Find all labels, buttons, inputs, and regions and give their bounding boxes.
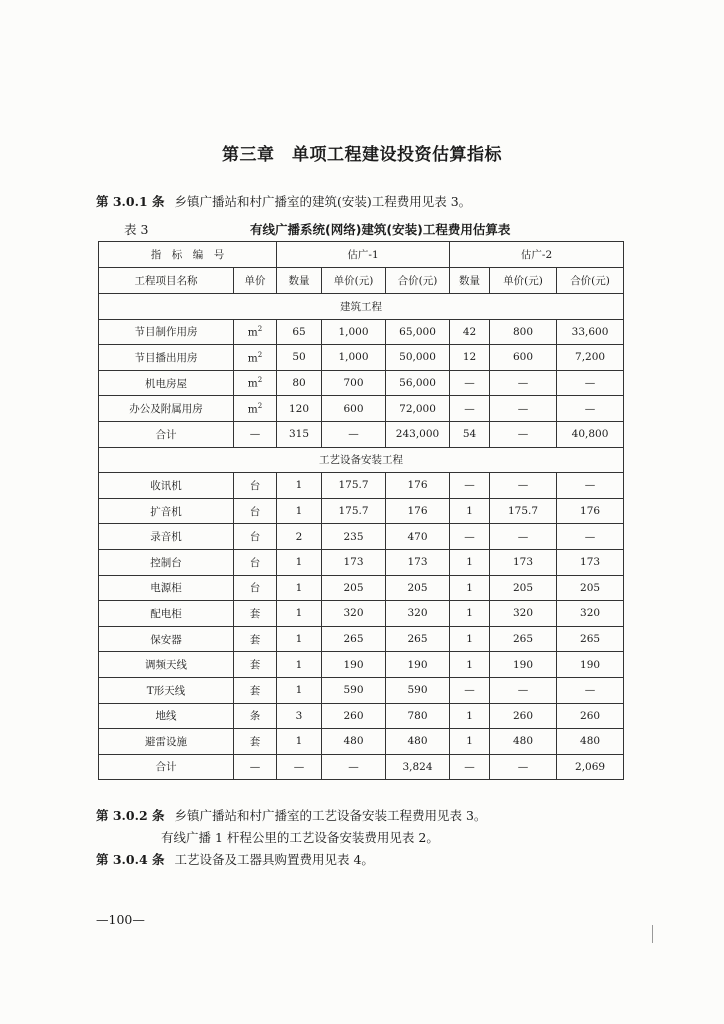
unit-cell: [234, 396, 277, 422]
value-cell-p1: 1,000: [322, 345, 386, 371]
value-cell-q1: 1: [277, 677, 322, 703]
value-cell-p1: —: [322, 754, 386, 780]
value-cell-q2: 12: [450, 345, 490, 371]
header-unit: 单价: [234, 268, 277, 294]
paragraph-text: 工艺设备及工器具购置费用见表 4。: [174, 852, 374, 867]
value-cell-t2: 205: [557, 575, 624, 601]
value-cell-p2: —: [490, 754, 557, 780]
unit-cell: [234, 370, 277, 396]
value-cell-q1: 65: [277, 319, 322, 345]
unit-cell: [234, 549, 277, 575]
value-cell-q2: 1: [450, 626, 490, 652]
value-cell-p1: 175.7: [322, 473, 386, 499]
value-cell-t2: —: [557, 473, 624, 499]
item-name-cell: 扩音机: [99, 498, 234, 524]
value-cell-t2: —: [557, 396, 624, 422]
value-cell-t2: 190: [557, 652, 624, 678]
unit-cell: [234, 473, 277, 499]
paragraph-3-0-4: [96, 850, 374, 868]
item-name-cell: 调频天线: [99, 652, 234, 678]
unit-cell: [234, 703, 277, 729]
header-price-2: 单价(元): [490, 268, 557, 294]
paragraph-text: 乡镇广播站和村广播室的工艺设备安装工程费用见表 3。: [174, 808, 487, 823]
table-label: 表 3: [124, 222, 149, 237]
item-name-cell: 控制台: [99, 549, 234, 575]
unit-superscript: 2: [257, 350, 263, 359]
value-cell-p2: —: [490, 524, 557, 550]
table-row: [99, 396, 624, 422]
page-number: —100—: [96, 912, 145, 927]
value-cell-q2: —: [450, 677, 490, 703]
value-cell-t2: 260: [557, 703, 624, 729]
value-cell-q2: 1: [450, 729, 490, 755]
unit-text: 台: [249, 556, 261, 569]
section-row-equipment: [99, 447, 624, 473]
chapter-title: 第三章 单项工程建设投资估算指标: [222, 145, 502, 165]
table-row: [99, 729, 624, 755]
value-cell-t1: 3,824: [386, 754, 450, 780]
value-cell-q2: 1: [450, 498, 490, 524]
value-cell-t2: 33,600: [557, 319, 624, 345]
item-name-cell: 合计: [99, 754, 234, 780]
unit-cell: [234, 677, 277, 703]
value-cell-q1: 50: [277, 345, 322, 371]
value-cell-p1: 590: [322, 677, 386, 703]
table-row: [99, 524, 624, 550]
header-group-2: 估广-2: [450, 242, 624, 268]
unit-text: 套: [249, 607, 261, 620]
value-cell-t2: —: [557, 677, 624, 703]
value-cell-p1: —: [322, 421, 386, 447]
table-row: [99, 319, 624, 345]
value-cell-p1: 173: [322, 549, 386, 575]
unit-superscript: 2: [257, 376, 263, 385]
value-cell-t1: 65,000: [386, 319, 450, 345]
item-name-cell: 地线: [99, 703, 234, 729]
item-name-cell: 合计: [99, 421, 234, 447]
value-cell-q2: 1: [450, 575, 490, 601]
header-total-2: 合价(元): [557, 268, 624, 294]
value-cell-t2: 2,069: [557, 754, 624, 780]
unit-text: 台: [249, 505, 261, 518]
value-cell-p2: —: [490, 396, 557, 422]
table-row: [99, 754, 624, 780]
value-cell-q1: 1: [277, 498, 322, 524]
unit-cell: [234, 421, 277, 447]
cost-estimate-table: [98, 241, 624, 780]
table-row: [99, 677, 624, 703]
value-cell-q1: 1: [277, 473, 322, 499]
value-cell-q2: 54: [450, 421, 490, 447]
value-cell-q1: 315: [277, 421, 322, 447]
paragraph-number: 第 3.0.2 条: [96, 808, 165, 823]
unit-text: m: [247, 377, 258, 390]
value-cell-q1: 1: [277, 575, 322, 601]
header-row-indicator: [99, 242, 624, 268]
paragraph-number: 第 3.0.4 条: [96, 852, 165, 867]
unit-text: 套: [249, 633, 261, 646]
value-cell-t1: 190: [386, 652, 450, 678]
section-title-construction: 建筑工程: [99, 294, 624, 320]
value-cell-q1: 1: [277, 652, 322, 678]
table-row: [99, 473, 624, 499]
value-cell-p2: 205: [490, 575, 557, 601]
unit-text: —: [249, 760, 261, 773]
unit-text: 套: [249, 735, 261, 748]
paragraph-text: 乡镇广播站和村广播室的建筑(安装)工程费用见表 3。: [174, 194, 472, 209]
table-row: [99, 575, 624, 601]
value-cell-q1: 1: [277, 601, 322, 627]
value-cell-t1: 265: [386, 626, 450, 652]
value-cell-p2: 265: [490, 626, 557, 652]
value-cell-t2: 320: [557, 601, 624, 627]
value-cell-q2: 1: [450, 652, 490, 678]
unit-superscript: 2: [257, 401, 263, 410]
value-cell-t2: 176: [557, 498, 624, 524]
table-row: [99, 498, 624, 524]
scan-mark: [652, 925, 653, 943]
value-cell-q2: —: [450, 754, 490, 780]
value-cell-p1: 265: [322, 626, 386, 652]
value-cell-q1: 2: [277, 524, 322, 550]
header-qty-1: 数量: [277, 268, 322, 294]
item-name-cell: 机电房屋: [99, 370, 234, 396]
item-name-cell: 配电柜: [99, 601, 234, 627]
unit-cell: [234, 319, 277, 345]
table-row: [99, 626, 624, 652]
value-cell-t1: 56,000: [386, 370, 450, 396]
value-cell-t1: 176: [386, 473, 450, 499]
value-cell-p2: 480: [490, 729, 557, 755]
table-row: [99, 601, 624, 627]
value-cell-t1: 320: [386, 601, 450, 627]
header-group-1: 估广-1: [277, 242, 450, 268]
unit-cell: [234, 626, 277, 652]
unit-text: 台: [249, 531, 261, 544]
item-name-cell: 电源柜: [99, 575, 234, 601]
value-cell-q2: 1: [450, 703, 490, 729]
value-cell-q2: 42: [450, 319, 490, 345]
unit-cell: [234, 575, 277, 601]
value-cell-t1: 173: [386, 549, 450, 575]
value-cell-p2: 175.7: [490, 498, 557, 524]
value-cell-q2: 1: [450, 601, 490, 627]
unit-cell: [234, 652, 277, 678]
value-cell-q1: 1: [277, 729, 322, 755]
section-row-construction: [99, 294, 624, 320]
value-cell-t1: 480: [386, 729, 450, 755]
unit-text: —: [249, 428, 261, 441]
value-cell-q1: 3: [277, 703, 322, 729]
value-cell-p2: 600: [490, 345, 557, 371]
table-row: [99, 370, 624, 396]
unit-text: 套: [249, 684, 261, 697]
paragraph-3-0-2: [96, 806, 486, 824]
table-title: 有线广播系统(网络)建筑(安装)工程费用估算表: [250, 222, 511, 237]
value-cell-t1: 243,000: [386, 421, 450, 447]
header-row-columns: [99, 268, 624, 294]
item-name-cell: T形天线: [99, 677, 234, 703]
value-cell-p2: 173: [490, 549, 557, 575]
header-qty-2: 数量: [450, 268, 490, 294]
value-cell-q1: 1: [277, 626, 322, 652]
unit-text: 台: [249, 582, 261, 595]
header-item-name: 工程项目名称: [99, 268, 234, 294]
item-name-cell: 录音机: [99, 524, 234, 550]
unit-cell: [234, 345, 277, 371]
unit-cell: [234, 524, 277, 550]
unit-text: 条: [249, 710, 261, 723]
value-cell-q1: 120: [277, 396, 322, 422]
unit-text: m: [247, 403, 258, 416]
value-cell-p1: 600: [322, 396, 386, 422]
unit-cell: [234, 729, 277, 755]
table-row: [99, 549, 624, 575]
table-body: [99, 242, 624, 780]
header-indicator: 指 标 编 号: [99, 242, 277, 268]
value-cell-q2: —: [450, 370, 490, 396]
value-cell-q2: —: [450, 473, 490, 499]
value-cell-q2: 1: [450, 549, 490, 575]
item-name-cell: 节目播出用房: [99, 345, 234, 371]
value-cell-p2: 320: [490, 601, 557, 627]
value-cell-t1: 205: [386, 575, 450, 601]
paragraph-number: 第 3.0.1 条: [96, 194, 165, 209]
value-cell-q1: 1: [277, 549, 322, 575]
value-cell-t2: 173: [557, 549, 624, 575]
item-name-cell: 避雷设施: [99, 729, 234, 755]
value-cell-p2: 260: [490, 703, 557, 729]
value-cell-q2: —: [450, 396, 490, 422]
value-cell-t2: —: [557, 370, 624, 396]
table-row: [99, 421, 624, 447]
value-cell-t1: 590: [386, 677, 450, 703]
value-cell-t1: 50,000: [386, 345, 450, 371]
unit-cell: [234, 754, 277, 780]
value-cell-p2: 800: [490, 319, 557, 345]
item-name-cell: 收讯机: [99, 473, 234, 499]
unit-cell: [234, 498, 277, 524]
value-cell-p2: —: [490, 677, 557, 703]
unit-superscript: 2: [257, 325, 263, 334]
value-cell-p1: 1,000: [322, 319, 386, 345]
section-title-equipment: 工艺设备安装工程: [99, 447, 624, 473]
value-cell-p2: —: [490, 473, 557, 499]
table-row: [99, 345, 624, 371]
value-cell-q1: —: [277, 754, 322, 780]
item-name-cell: 办公及附属用房: [99, 396, 234, 422]
value-cell-t2: —: [557, 524, 624, 550]
value-cell-p1: 480: [322, 729, 386, 755]
value-cell-t1: 780: [386, 703, 450, 729]
value-cell-p2: —: [490, 421, 557, 447]
paragraph-3-0-1: [96, 192, 471, 210]
value-cell-p1: 320: [322, 601, 386, 627]
header-total-1: 合价(元): [386, 268, 450, 294]
value-cell-t1: 176: [386, 498, 450, 524]
value-cell-t2: 40,800: [557, 421, 624, 447]
item-name-cell: 保安器: [99, 626, 234, 652]
value-cell-t2: 7,200: [557, 345, 624, 371]
value-cell-p2: —: [490, 370, 557, 396]
value-cell-t1: 72,000: [386, 396, 450, 422]
value-cell-t1: 470: [386, 524, 450, 550]
value-cell-p1: 190: [322, 652, 386, 678]
header-price-1: 单价(元): [322, 268, 386, 294]
table-row: [99, 652, 624, 678]
item-name-cell: 节目制作用房: [99, 319, 234, 345]
paragraph-3-0-2-continued: 有线广播 1 杆程公里的工艺设备安装费用见表 2。: [161, 830, 439, 845]
value-cell-q2: —: [450, 524, 490, 550]
value-cell-p1: 700: [322, 370, 386, 396]
unit-text: m: [247, 352, 258, 365]
value-cell-p1: 205: [322, 575, 386, 601]
unit-cell: [234, 601, 277, 627]
value-cell-q1: 80: [277, 370, 322, 396]
value-cell-p1: 235: [322, 524, 386, 550]
table-row: [99, 703, 624, 729]
value-cell-p1: 260: [322, 703, 386, 729]
value-cell-p1: 175.7: [322, 498, 386, 524]
unit-text: 台: [249, 479, 261, 492]
unit-text: 套: [249, 659, 261, 672]
value-cell-t2: 480: [557, 729, 624, 755]
value-cell-t2: 265: [557, 626, 624, 652]
unit-text: m: [247, 326, 258, 339]
value-cell-p2: 190: [490, 652, 557, 678]
